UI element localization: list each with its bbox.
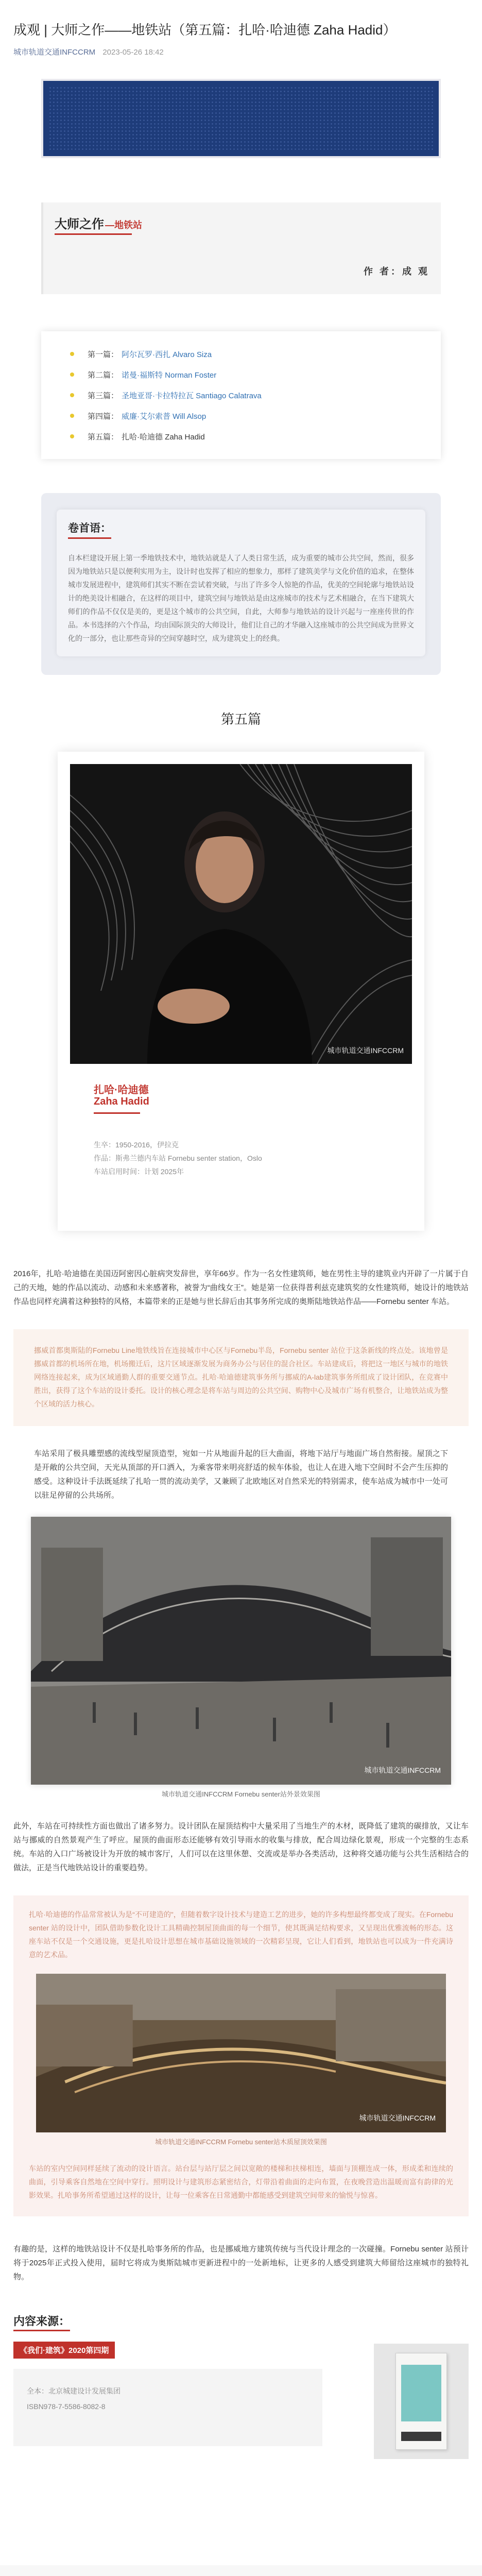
station-roof-graphic — [36, 1974, 446, 2132]
book-cover-footer-band — [401, 2432, 441, 2441]
portrait-watermark: 城市轨道交通INFCCRM — [327, 1046, 404, 1055]
bullet-icon — [70, 372, 74, 377]
bullet-icon — [70, 414, 74, 418]
series-subtitle: —地铁站 — [105, 220, 142, 230]
highlight-text: 扎哈·哈迪德的作品常常被认为是“不可建造的”，但随着数字设计技术与建造工艺的进步，她的许多构想最终都变成了现实。在Fornebu senter 站的设计中，团队借助参数化设计工具精确控制屋顶曲面的每一个细节，使其既满足结构要求，又呈现出优雅流畅的形态。这座车站不仅是一个交通设施，更是扎哈设计思想在城市基础设施领域的一次精彩呈现，它让人们看到，地铁站也可以成为一件充满诗意的艺术品。 — [29, 1910, 453, 1959]
architect-name-cn: 扎哈·哈迪德 — [94, 1084, 149, 1096]
architect-portrait-image[interactable] — [70, 764, 412, 1064]
toc-item-current — [70, 426, 412, 447]
toc-item-number: 第四篇： — [88, 412, 119, 421]
series-title-underline — [55, 233, 132, 235]
series-title-main: 大师之作 — [55, 217, 104, 231]
book-cover-image[interactable] — [374, 2344, 469, 2459]
series-title-card — [41, 202, 441, 294]
toc-item[interactable] — [70, 344, 412, 364]
source-publication-tag: 《我们·建筑》2020第四期 — [13, 2342, 115, 2359]
series-title — [55, 214, 142, 232]
toc-item-number: 第一篇： — [88, 350, 119, 359]
station-exterior-graphic — [31, 1517, 451, 1785]
source-line: 全本：北京城建设计发展集团 — [27, 2387, 120, 2395]
highlight-text: 挪威首都奥斯陆的Fornebu Line地铁线旨在连接城市中心区与Fornebu半岛，Fornebu senter 站位于这条新线的终点处。该地曾是挪威首都的机场所在地，机场搬迁后，这片区域逐渐发展为商务办公与居住的混合社区。车站建成后，将把这一地区与城市的地铁网络连接起来，成为区域通勤人群的重要交通节点。扎哈·哈迪德建筑事务所与挪威的A-lab建筑事务所组成了设计团队，在竞赛中胜出，获得了这个车站的设计委托。设计的核心理念是将车站与周边的公共空间、购物中心及城市广场有机整合，让地铁站成为整个区域的活力核心。 — [34, 1346, 448, 1408]
figure-caption: 城市轨道交通INFCCRM Fornebu senter站外景效果图 — [162, 1790, 320, 1798]
toc-item-number: 第三篇： — [88, 391, 119, 400]
content-source-section — [13, 2313, 469, 2467]
portrait-graphic — [70, 764, 412, 1064]
section-title: 第五篇 — [220, 711, 261, 727]
body-block — [13, 1447, 469, 1502]
toc-item[interactable] — [70, 364, 412, 385]
bullet-icon — [70, 352, 74, 356]
figure-caption: 城市轨道交通INFCCRM Fornebu senter站木质屋顶效果图 — [155, 2138, 327, 2146]
bullet-icon — [70, 434, 74, 438]
table-of-contents — [41, 331, 441, 459]
highlight-block-with-image — [13, 1895, 469, 2216]
article-header — [0, 0, 482, 57]
info-lifespan: 生卒：1950-2016，伊拉克 — [94, 1141, 179, 1149]
body-paragraph: 此外，车站在可持续性方面也做出了诸多努力。设计团队在屋顶结构中大量采用了当地生产的木材，既降低了建筑的碳排放，又让车站与挪威的自然景观产生了呼应。屋顶的曲面形态还能够有效引导雨水的收集与排放，配合周边绿化景观，形成一个完整的生态系统。车站的入口广场被设计为开放的城市客厅，人们可以在这里休憩、交流或是举办各类活动，这种将交通功能与公共生活相结合的做法，正是当代地铁站设计的重要趋势。 — [13, 1822, 469, 1872]
article-title: 成观 | 大师之作——地铁站（第五篇：扎哈·哈迪德 Zaha Hadid） — [13, 22, 397, 38]
toc-item-link[interactable]: 圣地亚哥·卡拉特拉瓦 Santiago Calatrava — [122, 391, 262, 400]
architect-name-en: Zaha Hadid — [94, 1096, 149, 1107]
toc-item-link[interactable]: 阿尔瓦罗·西扎 Alvaro Siza — [122, 350, 212, 359]
figure-watermark: 城市轨道交通INFCCRM — [364, 1766, 441, 1774]
article-meta — [13, 46, 469, 57]
closing-paragraph: 有趣的是，这样的地铁站设计不仅是扎哈事务所的作品，也是挪威地方建筑传统与当代设计理念的一次碰撞。Fornebu senter 站预计将于2025年正式投入使用，届时它将成为奥斯陆城市更新进程中的一处新地标，让更多的人感受到建筑大师留给这座城市的独特礼物。 — [13, 2245, 469, 2281]
banner-pattern — [48, 86, 434, 151]
publish-date: 2023-05-26 18:42 — [102, 48, 164, 57]
body-paragraph: 2016年，扎哈·哈迪德在美国迈阿密因心脏病突发辞世，享年66岁。作为一名女性建筑师，她在男性主导的建筑业内开辟了一片属于自己的天地，她的作品以流动、动感和未来感著称，被誉为“曲线女王”。她是第一位获得普利兹克建筑奖的女性建筑师，她设计的地铁站作品也同样充满着这种独特的风格，本篇带来的正是她与世长辞后由其事务所完成的奥斯陆地铁站作品——Fornebu senter 车站。 — [13, 1269, 469, 1306]
architect-info — [94, 1138, 262, 1178]
article-footer — [0, 2565, 482, 2576]
header-banner-image — [41, 79, 441, 158]
bullet-icon — [70, 393, 74, 397]
preface-body: 自本栏建设开展上第一季地铁技术中，地铁站就是人了人类日常生活，成为重要的城市公共空间，然而，很多因为地铁站只是以便利实用为主，设计时也发挥了相应的想象力，那样了建筑美学与文化价值的追求，在整体城市发展进程中，建筑师们其实不断在尝试着突破，与出了许多令人惊艳的作品，优美的空间轮廓与地铁站设计的绝美设计相融合，在这样的项目中，建筑空间与地铁站是由这座城市的技术与艺术相融合，在当下建筑大师们的作品不仅仅是美的，更是这个城市的公共空间，自此，大师参与地铁站的设计兴起与一座座传世的作品。本书选择的六个作品，均由国际顶尖的大师设计，他们让自己的才华融入这座城市的公共空间成为世界文化的一部分，也让那些奇异的空间穿越时空，成为建筑史上的经典。 — [68, 554, 414, 642]
toc-item-number: 第二篇： — [88, 370, 119, 380]
preface-card — [57, 510, 425, 656]
book-cover-band — [401, 2365, 441, 2421]
toc-item[interactable] — [70, 405, 412, 426]
station-roof-image[interactable] — [36, 1974, 446, 2132]
highlight-text: 车站的室内空间同样延续了流动的设计语言。站台层与站厅层之间以宽敞的楼梯和扶梯相连，墙面与顶棚连成一体，形成柔和连续的曲面，引导乘客自然地在空间中穿行。照明设计与建筑形态紧密结合，灯带沿着曲面的走向布置，在夜晚营造出温暖而富有韵律的光影效果。扎哈事务所希望通过这样的设计，让每一位乘客在日常通勤中都能感受到建筑空间带来的愉悦与惊喜。 — [29, 2164, 453, 2199]
architect-profile-card — [58, 752, 424, 1231]
preface-panel — [41, 493, 441, 675]
source-line: ISBN978-7-5586-8082-8 — [27, 2402, 106, 2411]
body-paragraph: 车站采用了极具雕塑感的流线型屋顶造型，宛如一片从地面升起的巨大曲面，将地下站厅与地面广场自然衔接。屋顶之下是开敞的公共空间，天光从顶部的开口洒入，为乘客带来明亮舒适的候车体验，也让人在进入地下空间时不会产生压抑的感受。这种设计手法既延续了扎哈一贯的流动美学，又兼顾了北欧地区对自然采光的特别需求，使车站成为城市中一处可以驻足停留的公共场所。 — [34, 1449, 448, 1500]
toc-item-number: 第五篇： — [88, 432, 119, 442]
preface-title: 卷首语： — [68, 520, 111, 539]
toc-item-link[interactable]: 威廉·艾尔索普 Will Alsop — [122, 412, 206, 421]
toc-item-link[interactable]: 诺曼·福斯特 Norman Foster — [122, 370, 217, 380]
info-work: 作品：斯弗兰德内车站 Fornebu senter station，Oslo — [94, 1154, 262, 1162]
figure-watermark: 城市轨道交通INFCCRM — [359, 2114, 436, 2122]
info-opening: 车站启用时间：计划 2025年 — [94, 1167, 184, 1176]
station-exterior-image[interactable] — [31, 1517, 451, 1785]
architect-name-underline — [94, 1112, 140, 1114]
account-name-link[interactable]: 城市轨道交通INFCCRM — [13, 48, 96, 57]
toc-item-label: 扎哈·哈迪德 Zaha Hadid — [122, 432, 205, 442]
source-details-box — [13, 2369, 322, 2446]
book-cover — [395, 2353, 447, 2450]
author-label: 作 者：成 观 — [363, 266, 429, 277]
toc-item[interactable] — [70, 385, 412, 405]
content-source-heading: 内容来源： — [13, 2313, 70, 2331]
highlight-block — [13, 1329, 469, 1426]
